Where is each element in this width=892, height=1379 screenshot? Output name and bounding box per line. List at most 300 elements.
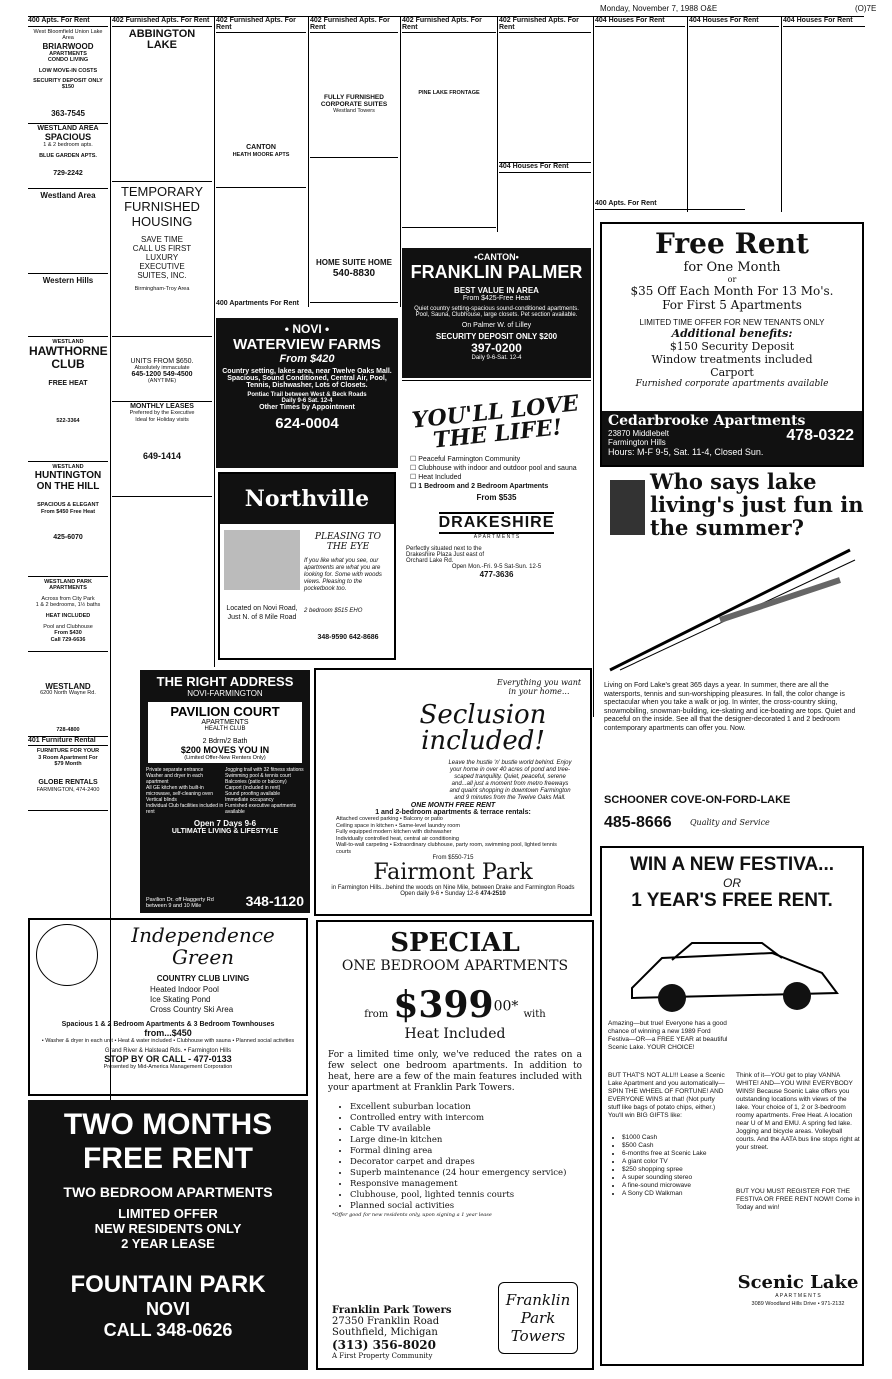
ad-line: LIMITED TIME OFFER FOR NEW TENANTS ONLY [639,318,825,327]
column-5 [402,17,496,232]
ad-line: Carport [710,366,754,379]
ad-title: FURNISHED [124,198,200,214]
prize-item: • A super sounding stereo [622,1174,742,1182]
ad-line: WESTLAND [52,338,84,345]
ad-body: Living on Ford Lake's great 365 days a year. In summer, there are all the watersports, tennis and sun-worshipping pleasures. In fall, the color change is spectacular when you take a walk or jog. In winter, the cross-country skiing, snowmobiling, snowman-building, ice-skating and ice-boating are tops. Quiet and peaceful on the inside. See all that the designer-decorated 1 and 2 bedroom contemporary apartments can offer you. Now. [604,682,856,732]
ad-line: Pontiac Trail between West & Beck Roads [247,392,367,398]
western-hills-ad [28,274,108,337]
ad-line: Heat Included [404,1026,506,1042]
ad-line: *Offer good for new residents only, upon signing a 1 year lease [332,1212,492,1218]
ad-title: CLUB [51,357,85,372]
feature-item: Attached covered parking • Balcony or patio [336,816,443,822]
ad-title: FREE RENT [82,1142,253,1175]
ad-line: SAVE TIME [141,234,183,244]
prize-item: • A Sony CD Walkman [622,1190,742,1198]
ad-line: 3 Room Apartment For [38,754,98,761]
ad-line: Across from City Park [41,595,95,602]
building-photo [224,530,300,590]
ad-name: FOUNTAIN PARK [70,1271,266,1298]
home-suite-ad [310,158,398,303]
prize-item: • A fine-sound microwave [622,1182,742,1190]
feature-item: ☐ Heat Included [410,473,591,482]
ad-title: Free Rent [655,227,809,260]
ad-title: BRIARWOOD [42,41,94,51]
ad-title: WESTLAND [45,681,91,691]
ad-title: SPACIOUS [44,132,92,143]
pavilion-features [140,767,310,815]
ad-title: FRANKLIN PALMER [410,262,583,282]
seal-icon [36,924,98,986]
feature-item: ☐ Clubhouse with indoor and outdoor pool and sauna [410,464,591,473]
section-heading: 404 Houses For Rent [499,163,591,173]
feature-item: Wall-to-wall carpeting • Extraordinary clubhouse, party room, swimming pool, lighted tennis courts [336,842,557,855]
ad-phone: (313) 356-8020 [332,1338,437,1352]
section-heading: 402 Furnished Apts. For Rent [112,17,212,27]
section-heading: 404 Houses For Rent [689,17,779,27]
ad-phone: 540-8830 [332,267,376,279]
ad-line: ONE MONTH FREE RENT [410,802,496,809]
ad-line: Window treatments included [651,353,813,366]
ad-logo: Scenic Lake [737,1272,859,1293]
section-heading: 404 Houses For Rent [783,17,865,27]
ad-line: Grand River & Halstead Rds. • Farmington Hills [104,1048,232,1054]
westland-6200-ad [28,652,108,737]
ad-line: LUXURY [145,252,179,262]
feature-item: Sound proofing available [225,791,281,797]
column-rule [781,17,782,212]
feature-item: Carport (included in rent) [225,785,281,791]
ad-line: 2 Bdrm/2 Bath [202,738,248,745]
ad-line: Hours: M-F 9-5, Sat. 11-4, Closed Sun. [608,447,764,457]
ad-phone: CALL 348-0626 [103,1320,233,1340]
ad-line: APARTMENTS [49,50,87,57]
feature-item: • Planned social activities [350,1201,592,1212]
prize-item: • $1000 Cash [622,1134,742,1142]
ad-line: in Farmington Hills...behind the woods on Nine Mile, between Drake and Farmington Roads [331,885,575,891]
ad-line: Quality and Service [690,818,770,827]
ad-line: HEATH MOORE APTS [232,151,290,158]
ad-title: CANTON [246,144,276,152]
ad-line: SECURITY DEPOSIT ONLY $200 [435,332,558,341]
southfield-ad [499,33,591,163]
feature-item: All GE kitchen with built-in microwave, self-cleaning oven [146,785,213,797]
ad-line: EXECUTIVE [139,261,185,271]
section-heading: 402 Furnished Apts. For Rent [402,17,496,33]
feature-item: Individually controlled heat, central air conditioning [336,835,459,842]
prize-item: • $500 Cash [622,1142,742,1150]
ad-phone: 397-0200 [471,341,522,355]
column-rule [308,17,309,307]
ad-body: BUT YOU MUST REGISTER FOR THE FESTIVA OR FREE RENT NOW!! Come in Today and win! [736,1188,860,1211]
ad-title: ABBINGTON [128,27,196,40]
ad-line: 1 & 2 bedrooms, 1½ baths [35,602,101,609]
northville-ad [218,472,396,660]
temporary-housing-ad [112,182,212,337]
column-2 [112,17,212,667]
ad-line: Presented by Mid-America Management Corporation [103,1064,233,1070]
ad-name: Franklin Park Towers [332,1305,452,1316]
feature-item: Heated Indoor Pool [150,985,219,994]
fairmont-contact [316,891,590,897]
ad-line: ULTIMATE LIVING & LIFESTYLE [171,828,279,835]
ad-line: From $450 Free Heat [40,508,96,515]
column-3 [216,17,306,307]
ad-line: Pool and Clubhouse [43,623,93,630]
ad-line: 3089 Woodland Hills Drive • 971-2132 [751,1301,845,1307]
ad-name: Cedarbrooke Apartments [608,413,806,429]
ad-title: Seclusion included! [419,700,547,756]
ad-line: Farmington Hills [608,438,666,447]
ad-title: TEMPORARY [120,183,204,199]
ad-line: Spacious 1 & 2 Bedroom Apartments & 3 Bedroom Townhouses [61,1021,275,1028]
section-heading: 402 Furnished Apts. For Rent [499,17,591,33]
ad-title: TWO MONTHS [63,1108,273,1141]
ad-line: HEAT INCLUDED [45,612,91,619]
ad-title: Independence Green [131,923,275,969]
huntington-ad [28,462,108,577]
ad-line: Daily 9-6 Sat. 12-4 [281,398,333,404]
ad-phone: 522-3364 [56,417,80,424]
ad-line: FURNITURE FOR YOUR [36,748,100,755]
feature-item: ☐ 1 Bedroom and 2 Bedroom Apartments [410,482,591,491]
ad-title: Westland Area [40,190,96,200]
ad-body: If you like what you see, our apartments are what you are looking for. Some with woods views. Pleasing to the pocketbook too. [304,558,382,592]
ad-line: On Palmer W. of Lilley [461,322,532,329]
ad-line: From $535 [476,493,517,502]
ad-line: SUITES, INC. [137,270,187,280]
feature-item: Cross Country Ski Area [150,1005,234,1014]
scenic-lake-logo [736,1272,860,1307]
canton-ad [216,33,306,188]
ad-phone: 645-1200 549-4500 [131,370,193,378]
towers-logo: Franklin Park Towers [498,1282,578,1354]
ad-line: A P A R T M E N T S [775,1293,821,1299]
ad-logo: PAVILION COURT [170,704,280,719]
ad-title: MONTHLY LEASES [130,402,194,410]
franklin-park-towers-ad [316,920,594,1370]
section-heading: 402 Furnished Apts. For Rent [310,17,398,33]
ad-phone: 348-9590 642-8686 [317,634,379,641]
special-features [338,1102,592,1212]
section-heading: 400 Apts. For Rent [595,200,745,210]
ad-line: SECURITY DEPOSIT ONLY $150 [33,77,103,91]
ad-line: Westland Towers [333,108,375,115]
ad-line: NOVI [145,1299,190,1319]
ad-line: Located on Novi Road, Just N. of 8 Mile Road [226,605,298,621]
ad-line: From $550-715 [432,855,474,861]
feature-item: Individual Club facilities included in rent [146,803,224,815]
feature-item: Fully equipped modern kitchen with dishwasher [336,829,452,835]
ad-line: Pavilion Dr. off Haggerty Rd between 9 and 10 Mile [146,897,214,909]
ad-line: (Limited Offer-New Renters Only) [184,755,266,761]
ad-line: A P A R T M E N T S [473,534,520,540]
column-6 [499,17,591,232]
section-heading: 404 Houses For Rent [595,17,685,27]
feature-item: • Clubhouse, pool, lighted tennis courts [350,1190,592,1201]
ad-line: •CANTON• [474,252,519,262]
column-rule [687,17,688,212]
pavilion-panel [148,702,302,763]
section-heading: 402 Furnished Apts. For Rent [216,17,306,33]
feature-item: Furnished executive apartments available [225,803,297,815]
ad-line: Absolutely immaculate [134,365,190,372]
ad-line: BEST VALUE IN AREA [454,286,539,295]
ad-line: $200 MOVES YOU IN [180,745,270,755]
cedarbrooke-ad [600,222,864,467]
ad-body: Country setting, lakes area, near Twelve Oaks Mall. Spacious, Sound Conditioned, Central Air, Pool, Tennis, Dishwasher, Lots of Closets. [222,368,392,389]
ad-line: Ideal for Holiday visits [135,416,189,423]
ad-line: West Bloomfield Union Lake Area [33,28,103,42]
ad-line: (ANYTIME) [147,378,177,385]
independence-features [150,985,306,1015]
houses-col-2 [689,17,779,207]
ad-line: 23870 Middlebelt [608,429,669,438]
feature-item: Swimming pool & tennis court [225,773,291,779]
ad-line: LIMITED OFFER [118,1206,218,1221]
ad-title: CORPORATE SUITES [320,100,388,108]
prize-list [608,1134,742,1198]
ad-line: Preferred by the Executive [129,410,195,417]
ad-title: LAKE [147,38,177,51]
ad-line: From $420 [279,353,335,365]
globe-rentals-ad [28,746,108,811]
feature-item: Private separate entrance [146,767,204,773]
ad-phone: Call 729-6636 [50,636,86,643]
section-heading: 400 Apts. For Rent [28,17,108,27]
ad-line: Everything you want in your home... [496,678,582,696]
ad-name: SCHOONER COVE-ON-FORD-LAKE [604,794,791,806]
pavilion-court-ad [140,670,310,913]
ad-phone: 728-4800 [56,726,80,733]
ad-body: Think of it—YOU get to play VANNA WHITE! AND—YOU WIN! EVERYBODY WINS! Because Scenic Lake offers you outstanding locations with views of the lake. Your choice of 1, 2 or 3-bedroom roomy apartments. Free Heat. A location near U of M and EMU. A spring fed lake. Jogging and bicycle areas. Volleyball courts. And the AATA bus line stops right at your street. [736,1072,860,1151]
ad-body: Quiet country setting-spacious sound-conditioned apartments. Pool, Sauna, Clubhouse, large closets. Pet section available. [414,306,579,318]
ad-title: Western Hills [42,275,94,285]
ad-phone: 363-7545 [51,108,85,118]
ad-title: PINE LAKE FRONTAGE [418,90,480,97]
briarwood-ad [28,27,108,124]
corporate-suites-ad [310,33,398,158]
ad-line: OR [723,876,741,890]
westland-park-ad [28,577,108,652]
ad-title: 1 YEAR'S FREE RENT. [631,890,833,911]
ad-line: COUNTRY CLUB LIVING [156,974,250,983]
ad-line: FREE HEAT [48,380,88,388]
scenic-lake-ad [600,846,864,1366]
header-page: (O)7E [855,4,877,13]
ad-line: SPACIOUS & ELEGANT [37,502,99,509]
ad-line: WESTLAND [52,463,84,470]
ad-title: UNITS FROM $650. [130,357,194,365]
hawthorne-ad [28,337,108,462]
feature-item: Ice Skating Pond [150,995,211,1004]
ad-body: Amazing—but true! Everyone has a good chance of winning a new 1989 Ford Festiva—OR—a FREE YEAR at beautiful Scenic Lake. YOUR CHOICE! [608,1020,728,1051]
column-4 [310,17,398,307]
feature-item: Vertical blinds [146,797,177,803]
monthly-leases-ad [112,402,212,497]
cedarbrooke-footer [602,411,862,465]
sailboat-illustration [600,480,864,680]
price-with: with [523,1009,546,1020]
prize-item: • $250 shopping spree [622,1166,742,1174]
ad-phone: 624-0004 [275,415,339,432]
ad-line: TWO BEDROOM APARTMENTS [63,1184,273,1200]
ad-body: Leave the hustle 'n' bustle world behind. Enjoy your home in over 40 acres of pond and tree-scaped tranquility. Quiet, peaceful, serene and...all just a moment from metro freeways and quaint shopping in downtown Farmington and 9 minutes from the Twelve Oaks Mall. [448,760,572,801]
ad-phone: FARMINGTON, 474-2400 [36,786,100,793]
feature-item: Jogging trail with 32 fitness stations [225,767,304,773]
fairmont-features [336,816,570,855]
ad-body: For a limited time only, we've reduced the rates on a few select one bedroom apartments. In addition to heat, here are a few of the main features included with your apartment at Franklin Park Towers. [328,1050,582,1093]
column-rule [400,17,401,307]
feature-item: Washer and dryer in each apartment [146,773,204,785]
page-header [0,0,892,16]
drakeshire-ad [402,380,591,661]
feature-item: Immediate occupancy [225,797,274,803]
ad-logo: Fairmont Park [373,860,533,885]
ad-title: FULLY FURNISHED [324,94,384,102]
ad-line: Additional benefits: [671,327,793,340]
ad-line: for One Month [683,260,781,275]
apts-heading-right [595,200,745,212]
ad-line: Daily 9-6-Sat. 12-4 [471,355,522,361]
ad-line: BLUE GARDEN APTS. [39,152,97,159]
houses-col-1 [595,17,685,207]
ad-line: 2 bedroom $515 EHO [304,608,363,614]
feature-item: • Superb maintenance (24 hour emergency service) [350,1168,592,1179]
ad-title: YOU'LL LOVE THE LIFE! [410,390,580,454]
ad-hours: Open daily 9-6 • Sunday 12-6 [400,891,479,897]
westland-area-ad-2 [28,189,108,274]
feature-item: • Cable TV available [350,1124,592,1135]
ad-title: WESTLAND PARK [44,578,92,585]
ad-line: From $425-Free Heat [462,295,531,302]
ad-body: BUT THAT'S NOT ALL!!! Lease a Scenic Lake Apartment and you automatically—SPIN THE WHEEL OF FORTUNE! AND EVERYONE WINS at that! (Not purty stuff like bags of potato chips, either.) You'll win BIG GIFTS like: [608,1072,725,1119]
ad-title: WIN A NEW FESTIVA... [629,854,835,875]
feature-item: • Formal dining area [350,1146,592,1157]
ad-line: PLEASING TO THE EYE [314,532,382,552]
ad-line: CALL US FIRST [132,243,192,253]
ad-title: HUNTINGTON [34,470,102,482]
ad-phone: 478-0322 [786,427,854,444]
drakeshire-features [402,455,591,491]
ad-line: $35 Off Each Month For 13 Mo's. [630,284,834,298]
ad-line: Birmingham-Troy Area [134,285,190,292]
ad-phone: 425-6070 [53,534,83,542]
ad-title: THE RIGHT ADDRESS [156,674,294,689]
prize-item: • A giant color TV [622,1158,742,1166]
section-heading: 400 Apartments For Rent [216,300,306,307]
ad-phone: 649-1414 [142,451,182,462]
ad-line: A First Property Community [332,1352,433,1360]
houses-col-3 [783,17,865,207]
ad-line: Open Mon.-Fri. 9-5 Sat-Sun. 12-5 [451,564,542,570]
schooner-cove-ad [600,470,864,840]
ad-line: APARTMENTS [201,719,249,726]
independence-green-ad [28,918,308,1096]
abbington-lake-ad [112,27,212,182]
ad-line: CONDO LIVING [47,57,89,64]
ad-title: HAWTHORNE [29,344,108,359]
feature-item: • Excellent suburban location [350,1102,592,1113]
ad-line: NEW RESIDENTS ONLY [94,1221,242,1236]
feature-item: • Responsive management [350,1179,592,1190]
fountain-park-ad [28,1100,308,1370]
ad-phone: 729-2242 [53,170,83,178]
ad-line: Perfectly situated next to the Drakeshire Plaza Just east of Orchard Lake Rd. [406,546,485,564]
ad-title: HOUSING [131,213,193,229]
prize-item: • 6-months free at Scenic Lake [622,1150,742,1158]
ad-logo: DRAKESHIRE [439,512,555,534]
ad-line: APARTMENTS [49,585,87,592]
feature-item: Ceiling space in kitchen • Same-level laundry room [336,822,460,829]
ad-line: 27350 Franklin Road [332,1316,440,1327]
ad-title: Northville [220,474,394,524]
ad-line: Open 7 Days 9-6 [193,819,257,828]
pine-lake-ad [402,33,496,228]
ad-line: Southfield, Michigan [332,1327,438,1338]
ad-title: SPECIAL [390,928,520,958]
car-illustration [622,928,846,1018]
ad-line: 1 and 2-bedroom apartments & terrace rentals: [375,809,531,816]
ad-phone: STOP BY OR CALL - 477-0133 [104,1054,232,1064]
ad-line: 1 & 2 bedroom apts. [43,142,93,149]
ad-line: HEALTH CLUB [204,726,246,732]
franklin-palmer-ad [402,248,591,378]
ad-title: Who says lake living's just fun in the summer? [650,470,864,540]
ad-line: • Washer & dryer in each unit • Heat & water included • Clubhouse with sauna • Planned social activities [41,1038,295,1044]
ad-phone: 348-1120 [245,893,304,909]
feature-item: ☐ Peaceful Farmington Community [410,455,591,464]
ad-title: WATERVIEW FARMS [233,336,381,353]
section-heading: 401 Furniture Rental [28,737,108,747]
ad-line: For First 5 Apartments [662,298,802,312]
ad-title: ON THE HILL [36,481,100,493]
units-ad [112,337,212,402]
ad-phone: 474-2510 [480,891,506,897]
header-date: Monday, November 7, 1988 O&E [600,4,718,13]
ad-line: 2 YEAR LEASE [121,1236,215,1251]
feature-item: • Controlled entry with intercom [350,1113,592,1124]
ad-title: WESTLAND AREA [37,124,99,132]
column-rule [497,17,498,232]
fairmont-park-ad [314,668,592,916]
ad-line: $79 Month [54,761,82,768]
ad-line: $150 Security Deposit [669,340,795,353]
price-value: $399 [393,984,494,1026]
feature-item: Balconies (patio or balcony) [225,779,287,785]
feature-item: • Large dine-in kitchen [350,1135,592,1146]
waterview-farms-ad [216,318,398,468]
column-rule [593,17,594,717]
column-rule [214,17,215,667]
ad-line: ONE BEDROOM APARTMENTS [341,958,569,974]
ad-line: Furnished corporate apartments available [635,379,829,389]
ad-title: HOME SUITE HOME [315,258,392,268]
ad-line: or [727,275,737,284]
price-from: from [364,1009,389,1020]
ad-line: From $430 [54,630,82,637]
westland-area-ad [28,124,108,189]
ad-phone: 485-8666 [604,814,672,831]
feature-item: • Decorator carpet and drapes [350,1157,592,1168]
ad-title: GLOBE RENTALS [38,778,98,786]
ad-line: from...$450 [144,1028,192,1038]
ad-line: Other Times by Appointment [259,404,355,411]
ad-line: LOW MOVE-IN COSTS [38,67,98,74]
special-price [318,984,592,1026]
ad-line: • NOVI • [284,322,330,336]
ad-line: NOVI-FARMINGTON [187,689,263,698]
ad-line: 6200 North Wayne Rd. [40,690,96,697]
